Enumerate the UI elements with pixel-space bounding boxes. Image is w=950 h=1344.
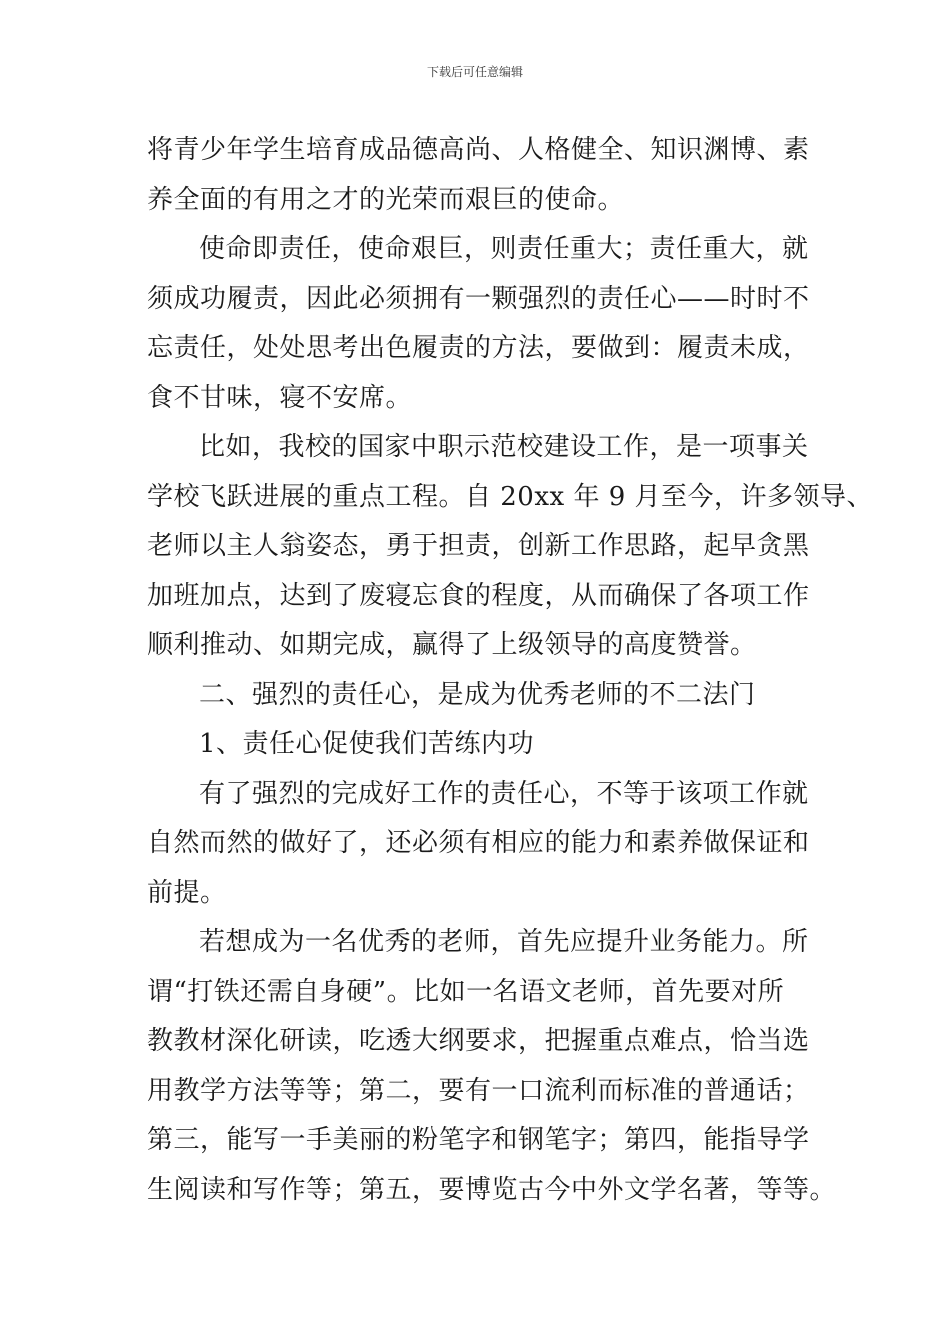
text-line: 生阅读和写作等；第五，要博览古今中外文学名著，等等。 bbox=[147, 1174, 837, 1205]
text-line: 加班加点，达到了废寝忘食的程度，从而确保了各项工作 bbox=[147, 580, 810, 611]
text-line: 顺利推动、如期完成，赢得了上级领导的高度赞誉。 bbox=[147, 630, 757, 660]
section-heading: 二、强烈的责任心，是成为优秀老师的不二法门 bbox=[199, 679, 756, 710]
subsection-heading: 1、责任心促使我们苦练内功 bbox=[199, 729, 535, 759]
text-line: 前提。 bbox=[147, 877, 227, 908]
text-line: 忘责任，处处思考出色履责的方法，要做到：履责未成， bbox=[147, 333, 810, 363]
text-line: 食不甘味，寝不安席。 bbox=[147, 382, 413, 413]
text-line: 第三，能写一手美丽的粉笔字和钢笔字；第四，能指导学 bbox=[147, 1125, 810, 1155]
text-line: 学校飞跃进展的重点工程。自 20xx 年 9 月至今，许多领导、 bbox=[147, 481, 874, 512]
text-line: 自然而然的做好了，还必须有相应的能力和素养做保证和 bbox=[147, 828, 810, 858]
paragraph-start-line: 有了强烈的完成好工作的责任心，不等于该项工作就 bbox=[199, 778, 809, 809]
text-line: 将青少年学生培育成品德高尚、人格健全、知识渊博、素 bbox=[147, 135, 810, 165]
page-header: 下载后可任意编辑 bbox=[426, 65, 523, 79]
document-body bbox=[147, 126, 874, 1215]
text-line: 老师以主人翁姿态，勇于担责，创新工作思路，起早贪黑 bbox=[147, 531, 810, 561]
paragraph-start-line: 比如，我校的国家中职示范校建设工作，是一项事关 bbox=[199, 432, 809, 462]
paragraph-start-line: 若想成为一名优秀的老师，首先应提升业务能力。所 bbox=[199, 927, 809, 957]
text-line: 养全面的有用之才的光荣而艰巨的使命。 bbox=[147, 184, 625, 215]
paragraph-start-line: 使命即责任，使命艰巨，则责任重大；责任重大，就 bbox=[199, 234, 809, 264]
text-line: 用教学方法等等；第二，要有一口流利而标准的普通话； bbox=[147, 1075, 810, 1106]
text-line: 教教材深化研读，吃透大纲要求，把握重点难点，恰当选 bbox=[147, 1026, 810, 1056]
text-line: 谓“打铁还需自身硬”。比如一名语文老师，首先要对所 bbox=[147, 976, 785, 1007]
text-line: 须成功履责，因此必须拥有一颗强烈的责任心——时时不 bbox=[147, 283, 810, 314]
